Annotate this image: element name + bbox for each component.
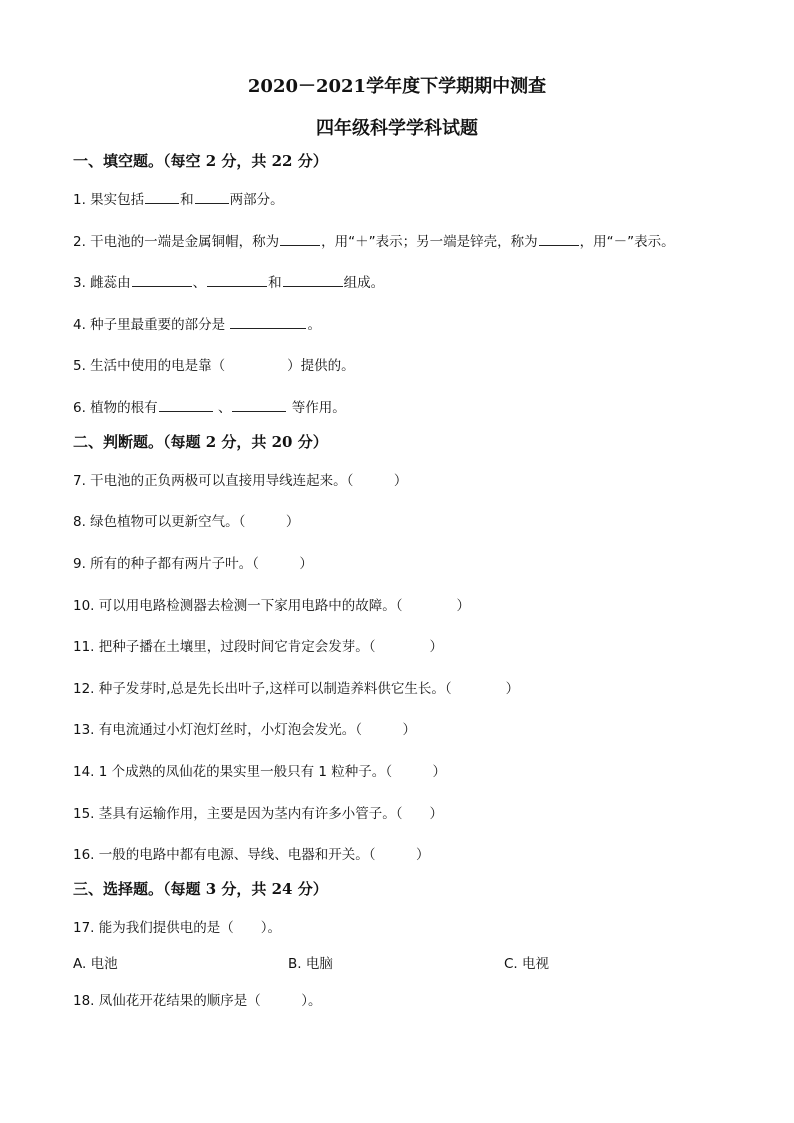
question-4: [73, 313, 321, 333]
question-text: 、: [192, 275, 207, 291]
answer-blank[interactable]: [159, 397, 213, 412]
question-text: 13. 有电流通过小灯泡灯丝时，小灯泡会发光。: [73, 722, 356, 738]
question-text: 16. 一般的电路中都有电源、导线、电器和开关。: [73, 847, 369, 863]
question-3: [73, 271, 384, 291]
question-6: [73, 396, 346, 416]
answer-blank[interactable]: [283, 272, 343, 287]
question-8: [73, 510, 299, 530]
section-heading-true-false: 二、判断题。（每题 2 分，共 20 分）: [73, 433, 328, 451]
answer-parentheses[interactable]: （ ）: [252, 556, 313, 572]
answer-parentheses[interactable]: （ ）: [444, 681, 520, 697]
answer-blank[interactable]: [232, 397, 286, 412]
question-text: 和: [268, 275, 282, 291]
answer-parentheses[interactable]: （ ）: [368, 639, 444, 655]
option-a[interactable]: A. 电池: [73, 956, 118, 972]
question-text: ，用“－”表示。: [579, 234, 675, 250]
question-10: [73, 594, 470, 614]
question-1: [73, 188, 284, 208]
exam-subtitle: 四年级科学学科试题: [316, 118, 478, 139]
question-13: [73, 718, 416, 738]
question-text: 10. 可以用电路检测器去检测一下家用电路中的故障。: [73, 598, 396, 614]
answer-parentheses[interactable]: （ ）: [385, 764, 447, 780]
question-text: 、: [217, 400, 232, 416]
answer-blank[interactable]: [280, 231, 320, 246]
question-12: [73, 677, 519, 697]
exam-title: 2020－2021学年度下学期期中测查: [247, 76, 547, 97]
question-text: 两部分。: [229, 192, 284, 208]
answer-parentheses[interactable]: （ ）: [368, 847, 430, 863]
question-text: 12. 种子发芽时,总是先长出叶子,这样可以制造养料供它生长。: [73, 681, 445, 697]
answer-blank[interactable]: [539, 231, 579, 246]
answer-parentheses[interactable]: （ ）: [346, 473, 408, 489]
question-text: 7. 干电池的正负两极可以直接用导线连起来。: [73, 473, 347, 489]
answer-blank[interactable]: [207, 272, 267, 287]
question-11: [73, 635, 443, 655]
question-text: 15. 茎具有运输作用，主要是因为茎内有许多小管子。: [73, 806, 396, 822]
question-text: 2. 干电池的一端是金属铜帽，称为: [73, 234, 280, 250]
answer-parentheses[interactable]: （ ）: [238, 514, 300, 530]
question-2: [73, 230, 675, 250]
answer-parentheses[interactable]: （ ）: [395, 806, 444, 822]
answer-blank[interactable]: [195, 189, 229, 204]
section-heading-fill-in: 一、填空题。（每空 2 分，共 22 分）: [73, 152, 328, 170]
answer-blank[interactable]: [132, 272, 192, 287]
question-text: 。: [307, 317, 321, 333]
question-14: [73, 760, 446, 780]
question-text: 1. 果实包括: [73, 192, 145, 208]
question-text: 组成。: [343, 275, 385, 291]
question-text: 3. 雌蕊由: [73, 275, 131, 291]
section-heading-multiple-choice: 三、选择题。（每题 3 分，共 24 分）: [73, 880, 328, 898]
question-text: 11. 把种子播在土壤里，过段时间它肯定会发芽。: [73, 639, 369, 655]
question-16: [73, 843, 430, 863]
answer-blank[interactable]: [230, 314, 306, 329]
question-text: 6. 植物的根有: [73, 400, 158, 416]
question-17: 17. 能为我们提供电的是（ ）。: [73, 920, 282, 936]
question-text: 和: [180, 192, 194, 208]
question-text: ）提供的。: [287, 358, 355, 374]
option-c[interactable]: C. 电视: [504, 956, 550, 972]
question-text: 14. 1 个成熟的凤仙花的果实里一般只有 1 粒种子。: [73, 764, 386, 780]
question-text: 9. 所有的种子都有两片子叶。: [73, 556, 253, 572]
question-18: 18. 凤仙花开花结果的顺序是（ ）。: [73, 993, 322, 1009]
question-7: [73, 469, 407, 489]
question-text: 8. 绿色植物可以更新空气。: [73, 514, 239, 530]
question-15: [73, 802, 443, 822]
question-text: ，用“＋”表示；另一端是锌壳，称为: [321, 234, 538, 250]
question-text: 4. 种子里最重要的部分是: [73, 317, 226, 333]
answer-blank[interactable]: [145, 189, 179, 204]
question-5: [73, 354, 355, 374]
question-text: 5. 生活中使用的电是靠（: [73, 358, 226, 374]
option-b[interactable]: B. 电脑: [288, 956, 333, 972]
answer-parentheses[interactable]: （ ）: [395, 598, 471, 614]
answer-parentheses[interactable]: （ ）: [355, 722, 417, 738]
question-text: 等作用。: [291, 400, 346, 416]
question-9: [73, 552, 313, 572]
